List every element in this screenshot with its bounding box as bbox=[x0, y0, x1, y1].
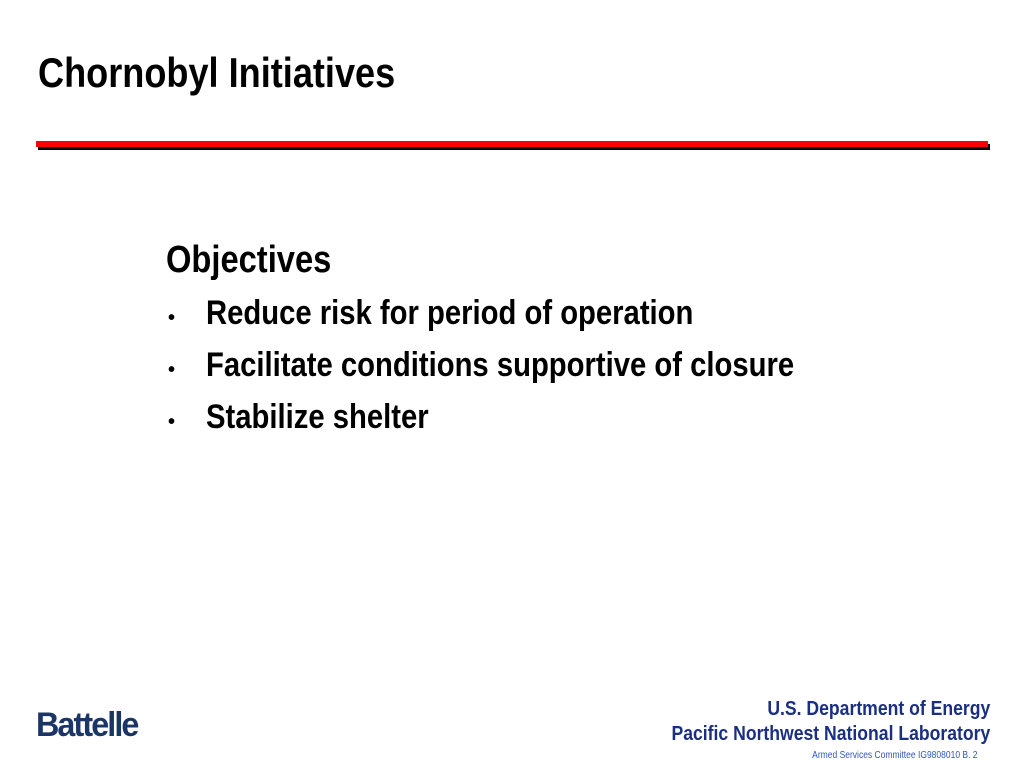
battelle-logo: Battelle bbox=[36, 706, 138, 744]
footer-org-line-1: U.S. Department of Energy bbox=[767, 698, 990, 720]
footer-organization bbox=[628, 697, 990, 747]
list-item bbox=[166, 398, 890, 450]
list-item bbox=[166, 346, 890, 398]
objectives-heading: Objectives bbox=[166, 239, 332, 281]
bullet-icon: • bbox=[168, 306, 176, 329]
bullet-icon: • bbox=[168, 358, 176, 381]
title-divider bbox=[36, 141, 988, 147]
slide-content bbox=[166, 240, 890, 450]
bullet-text: Facilitate conditions supportive of closure bbox=[206, 345, 795, 384]
list-item bbox=[166, 294, 890, 346]
objectives-list bbox=[166, 294, 890, 450]
footer-org-line-2: Pacific Northwest National Laboratory bbox=[671, 723, 990, 745]
footer-meta: Armed Services Committee IG9808010 B. 2 bbox=[812, 750, 978, 761]
bullet-text: Reduce risk for period of operation bbox=[206, 293, 694, 332]
slide-title: Chornobyl Initiatives bbox=[38, 49, 396, 96]
bullet-text: Stabilize shelter bbox=[206, 397, 429, 436]
bullet-icon: • bbox=[168, 410, 176, 433]
